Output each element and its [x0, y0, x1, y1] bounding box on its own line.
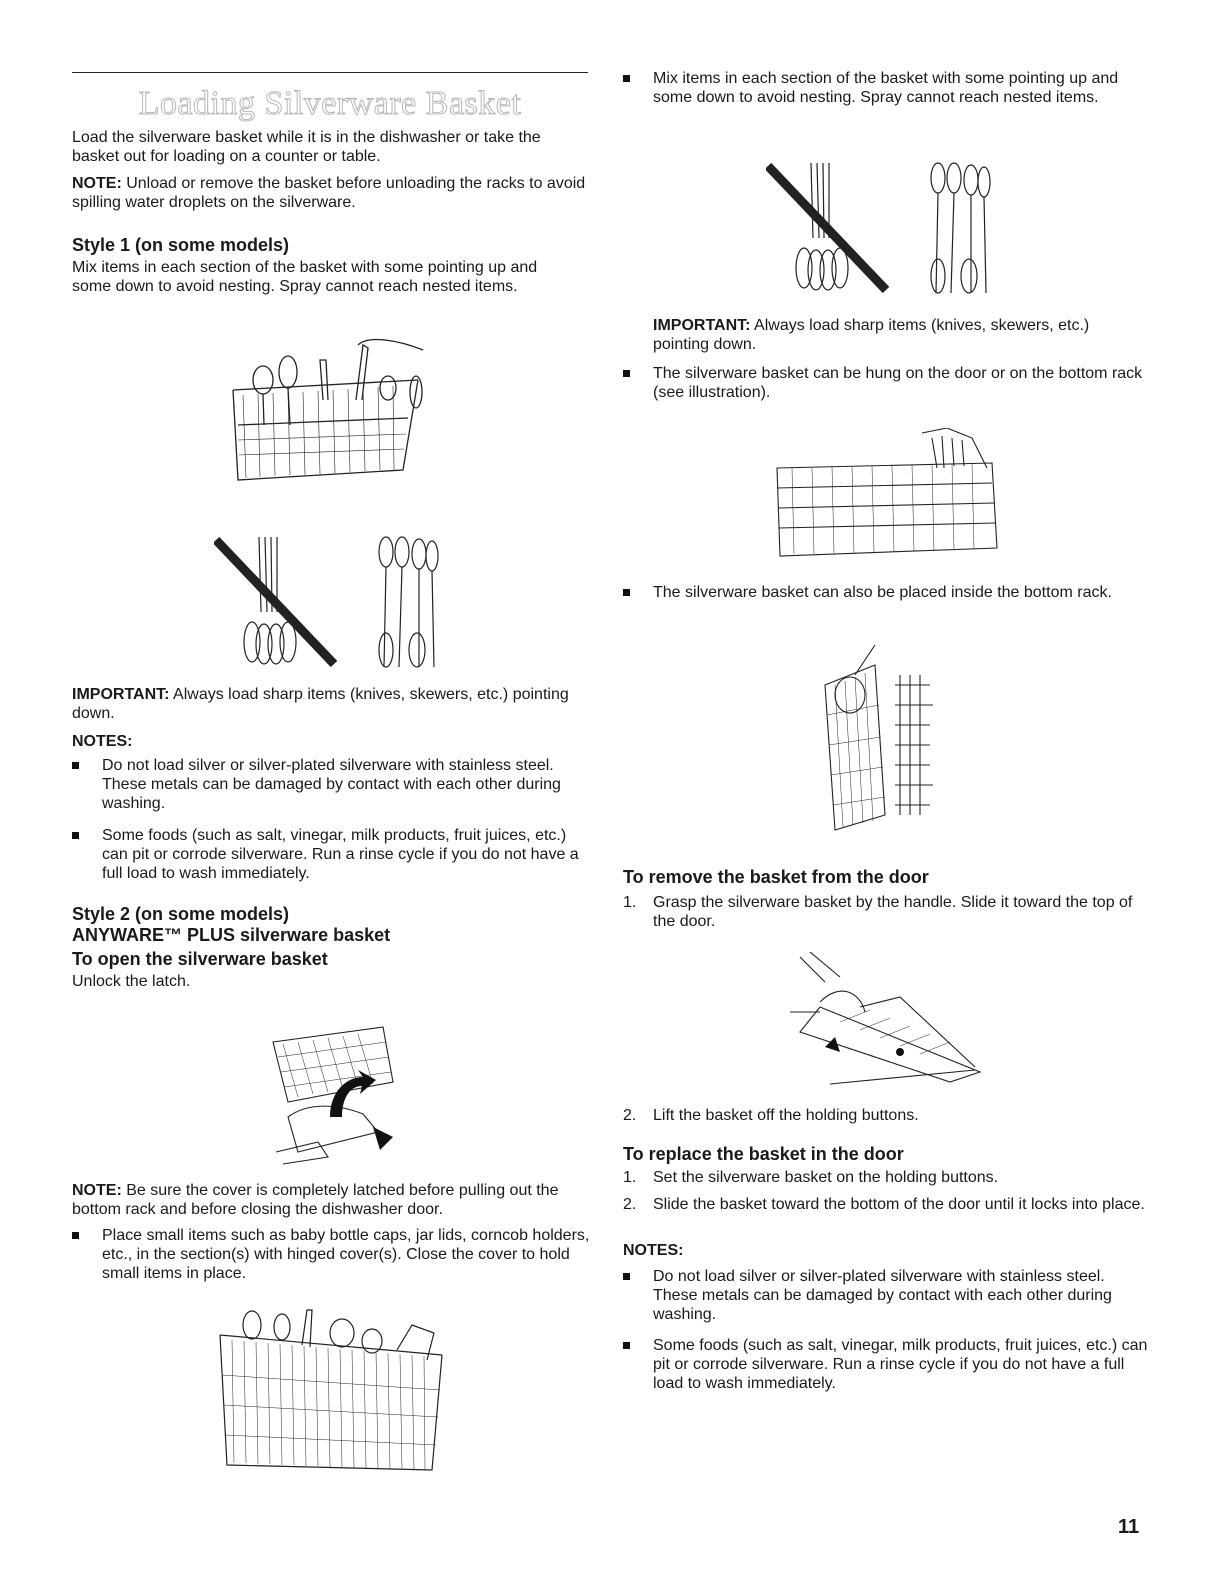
list-item: [72, 756, 592, 816]
list-item: [623, 1336, 1148, 1396]
page-number: 11: [1118, 1516, 1140, 1538]
step-number: 1.: [623, 894, 637, 911]
note-text: Some foods (such as salt, vinegar, milk products, fruit juices, etc.) can pit or corrode silverware. Run a rinse cycle if you do not have a full load to wash immediately.: [653, 1337, 1148, 1392]
bullet-icon: [72, 1232, 79, 1239]
list-item: [72, 1226, 592, 1286]
notes-heading: NOTES:: [72, 733, 133, 750]
step-number: 1.: [623, 1169, 637, 1186]
important-text: Always load sharp items (knives, skewers, etc.) pointing down.: [72, 686, 569, 722]
note-text: Do not load silver or silver-plated silverware with stainless steel. These metals can be damaged by contact with each other during washing.: [653, 1268, 1112, 1323]
step-text: Grasp the silverware basket by the handle. Slide it toward the top of the door.: [653, 894, 1133, 930]
list-item: [623, 583, 1143, 623]
important-sharp-items-2: [653, 316, 1148, 354]
replace-basket-heading: To replace the basket in the door: [623, 1144, 904, 1164]
bullet-icon: [623, 589, 630, 596]
bullet-icon: [623, 370, 630, 377]
step-text: Set the silverware basket on the holding buttons.: [653, 1169, 999, 1186]
latch-illustration: [268, 1022, 403, 1167]
note-text: Unload or remove the basket before unloading the racks to avoid spilling water droplets on the silverware.: [72, 175, 586, 211]
basket-in-rack-illustration: [815, 645, 940, 835]
hung-text: The silverware basket can be hung on the door or on the bottom rack (see illustration).: [653, 365, 1143, 401]
page-title: Loading Silverware Basket: [138, 85, 522, 122]
utensil-orientation-illustration-2: [766, 158, 1006, 298]
important-text: Always load sharp items (knives, skewers, etc.) pointing down.: [653, 317, 1090, 353]
list-item: [623, 1106, 1148, 1126]
mix-items-text: Mix items in each section of the basket with some pointing up and some down to avoid nesting. Spray cannot reach nested items.: [653, 70, 1119, 106]
list-item: [72, 826, 592, 886]
step-number: 2.: [623, 1107, 637, 1124]
bullet-icon: [623, 1342, 630, 1349]
style1-heading: Style 1 (on some models): [72, 235, 290, 255]
note-text: Some foods (such as salt, vinegar, milk products, fruit juices, etc.) can pit or corrode silverware. Run a rinse cycle if you do not have a full load to wash immediately.: [102, 827, 579, 882]
important-label: IMPORTANT:: [653, 317, 751, 334]
notes-heading-2: NOTES:: [623, 1242, 684, 1259]
remove-basket-illustration: [780, 952, 985, 1087]
small-items-text: Place small items such as baby bottle caps, jar lids, corncob holders, etc., in the section(s) with hinged cover(s). Close the cover to hold small items in place.: [102, 1227, 590, 1282]
note-text: Be sure the cover is completely latched before pulling out the bottom rack and before closing the dishwasher door.: [72, 1182, 559, 1218]
note-latch: [72, 1181, 592, 1219]
note-label: NOTE:: [72, 1182, 122, 1199]
style1-basket-illustration: [228, 330, 433, 490]
style2-subheading: ANYWARE™ PLUS silverware basket: [72, 925, 391, 945]
intro-text: Load the silverware basket while it is in the dishwasher or take the basket out for loading on a counter or table.: [72, 129, 541, 165]
list-item: [623, 1267, 1148, 1327]
bullet-icon: [72, 832, 79, 839]
step-number: 2.: [623, 1196, 637, 1213]
utensil-orientation-illustration: [214, 532, 454, 672]
inside-text: The silverware basket can also be placed inside the bottom rack.: [653, 584, 1112, 601]
style2-heading: Style 2 (on some models): [72, 904, 290, 924]
note-text: Do not load silver or silver-plated silverware with stainless steel. These metals can be damaged by contact with each other during washing.: [102, 757, 561, 812]
open-basket-heading: To open the silverware basket: [72, 949, 328, 969]
note-unload: [72, 174, 592, 212]
style2-basket-illustration: [212, 1305, 452, 1475]
bullet-icon: [623, 75, 630, 82]
step-text: Lift the basket off the holding buttons.: [653, 1107, 919, 1124]
list-item: [623, 1195, 1148, 1235]
style1-text: Mix items in each section of the basket with some pointing up and some down to avoid nesting. Spray cannot reach nested items.: [72, 259, 538, 295]
title-rule: [72, 72, 588, 73]
important-sharp-items: [72, 685, 592, 723]
important-label: IMPORTANT:: [72, 686, 170, 703]
bullet-icon: [72, 762, 79, 769]
remove-basket-heading: To remove the basket from the door: [623, 867, 929, 887]
list-item: [623, 69, 1143, 129]
bullet-icon: [623, 1273, 630, 1280]
bottom-rack-illustration: [772, 428, 1002, 568]
open-basket-text: Unlock the latch.: [72, 973, 191, 990]
step-text: Slide the basket toward the bottom of the door until it locks into place.: [653, 1196, 1145, 1213]
list-item: [623, 1168, 1148, 1188]
list-item: [623, 364, 1143, 404]
note-label: NOTE:: [72, 175, 122, 192]
list-item: [623, 893, 1148, 933]
